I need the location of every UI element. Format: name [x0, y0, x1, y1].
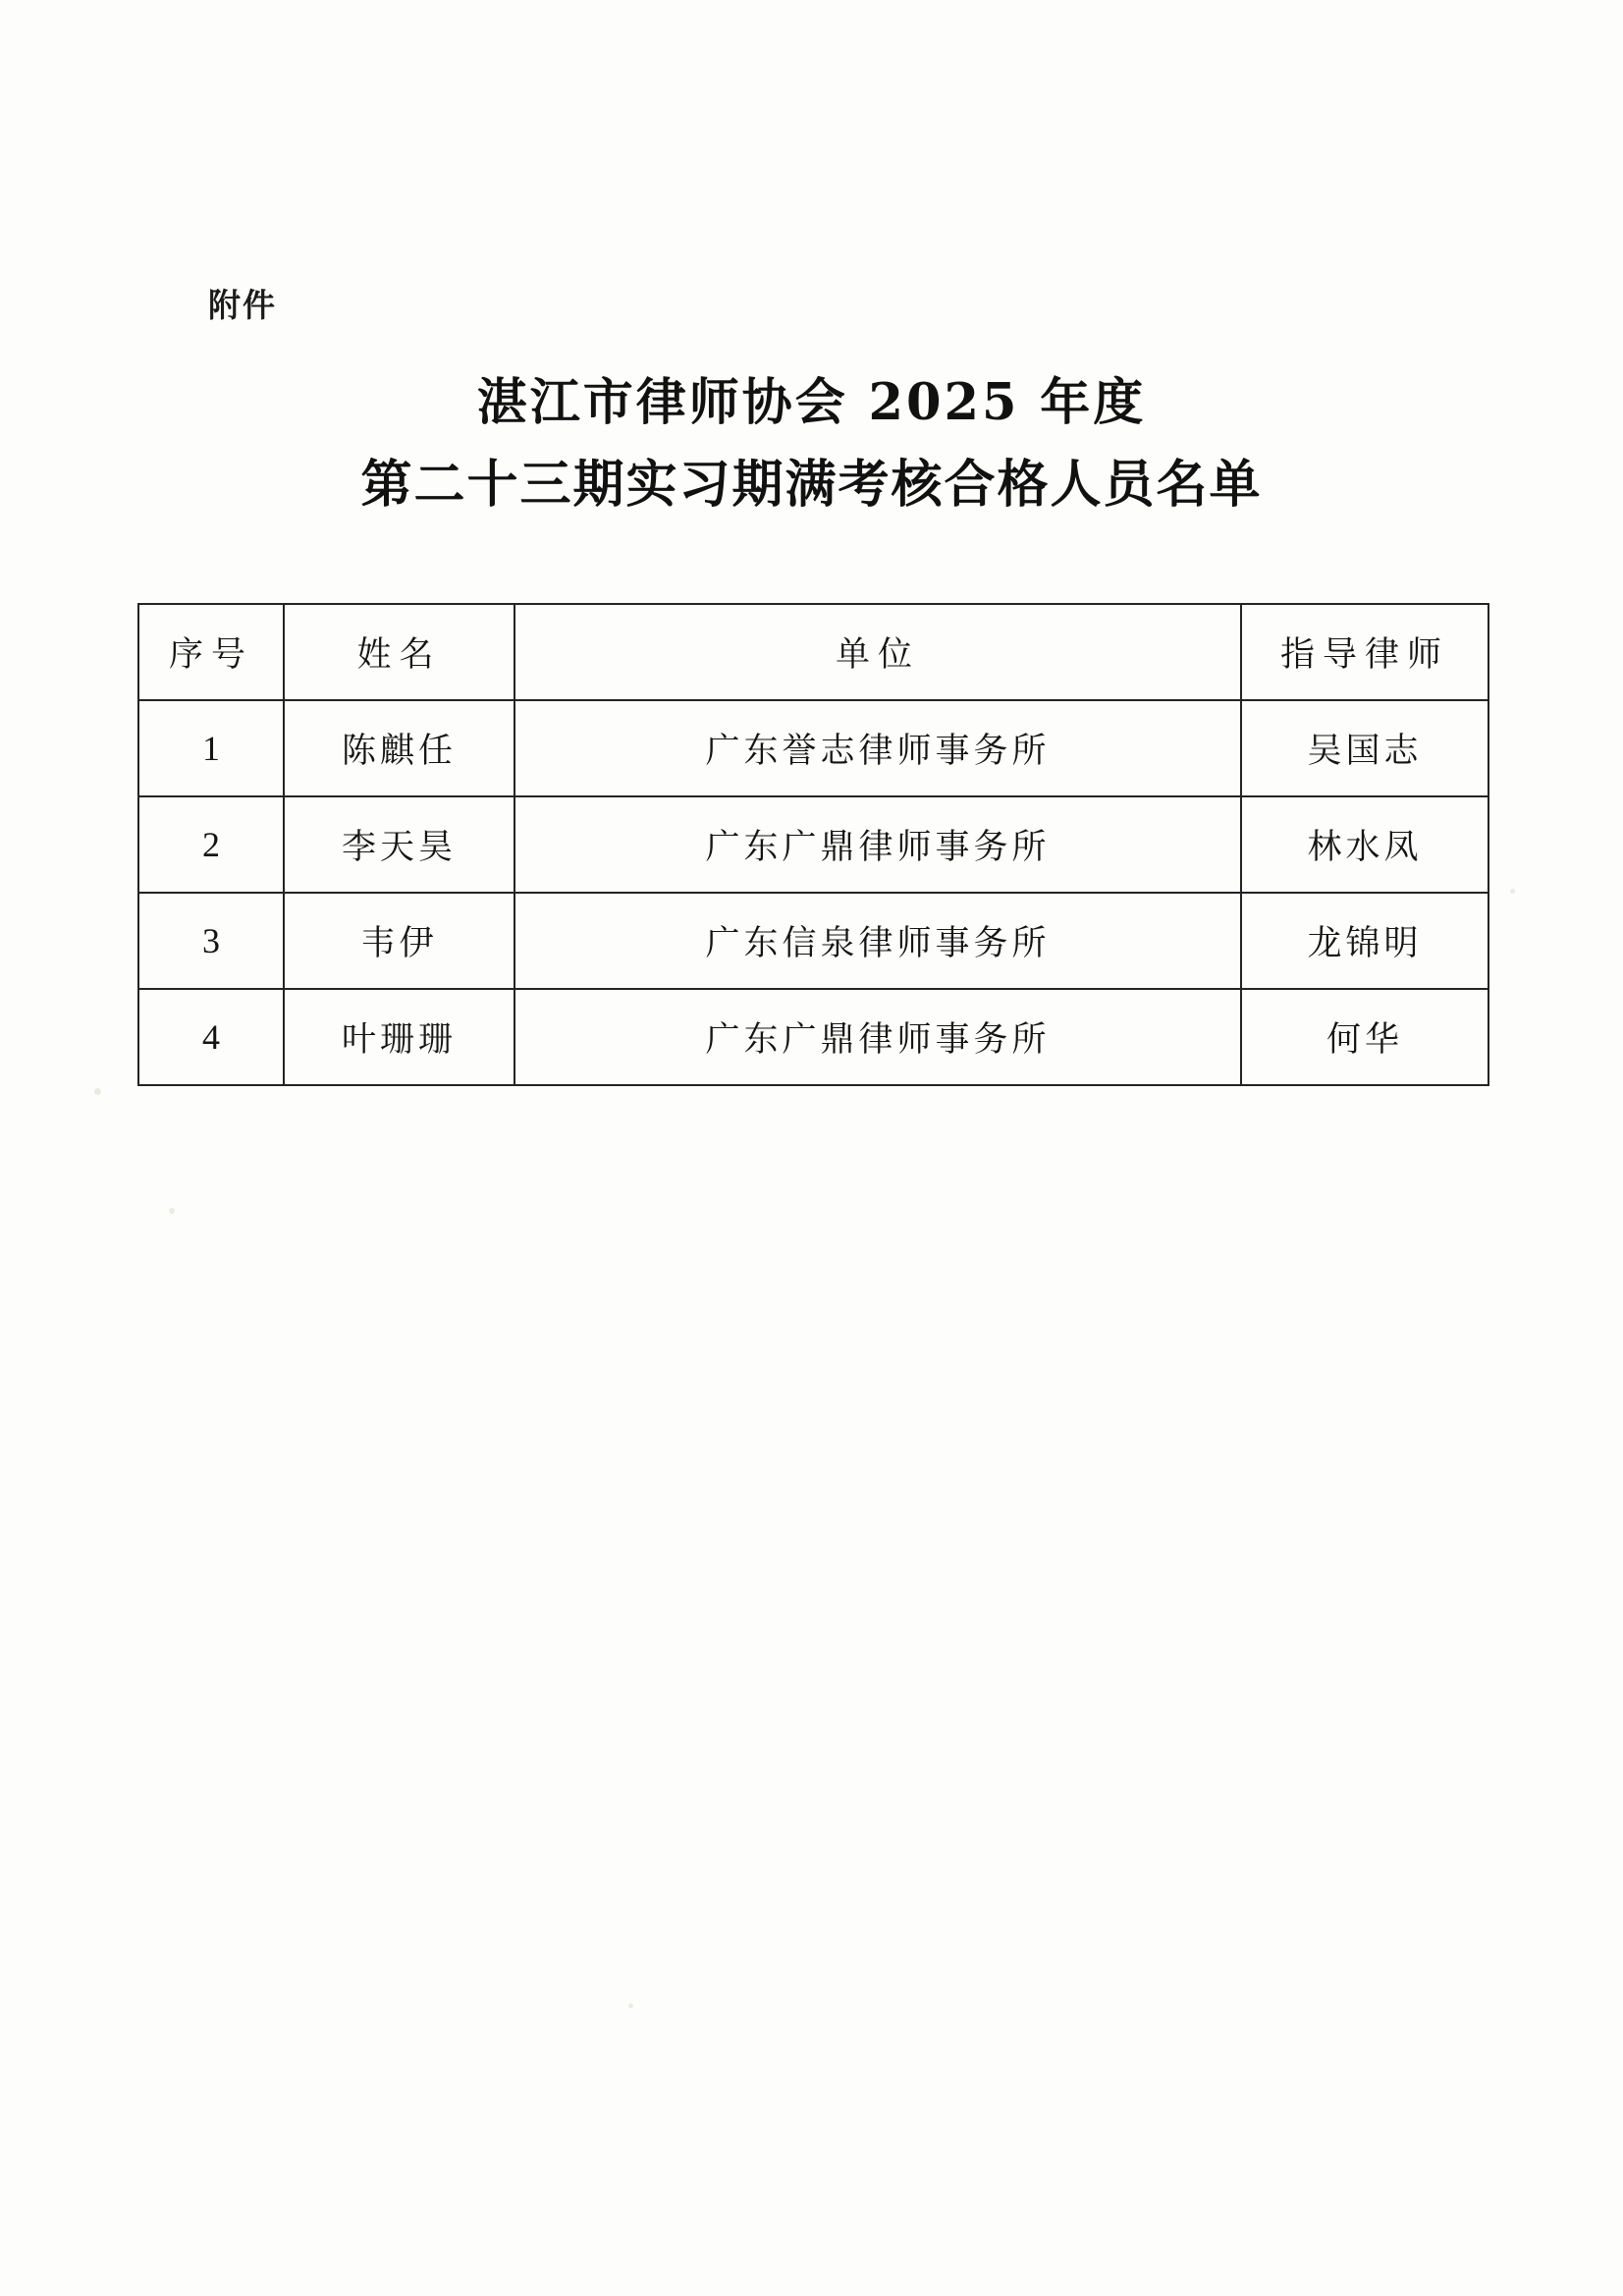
page-title — [0, 361, 1623, 526]
cell-name: 叶珊珊 — [284, 989, 514, 1085]
cell-index: 3 — [138, 893, 284, 989]
cell-supervisor: 吴国志 — [1241, 700, 1488, 796]
cell-org: 广东广鼎律师事务所 — [514, 796, 1241, 893]
cell-index: 4 — [138, 989, 284, 1085]
table-row — [138, 796, 1488, 893]
table-row — [138, 989, 1488, 1085]
cell-supervisor: 林水凤 — [1241, 796, 1488, 893]
page-title-line-2: 第二十三期实习期满考核合格人员名单 — [360, 455, 1263, 515]
attachment-label: 附件 — [208, 286, 277, 324]
cell-supervisor: 龙锦明 — [1241, 893, 1488, 989]
table-header-row — [138, 604, 1488, 700]
paper-speck — [1510, 889, 1515, 894]
roster-table — [137, 603, 1489, 1086]
paper-speck — [94, 1088, 101, 1095]
table-row — [138, 893, 1488, 989]
cell-name: 陈麒任 — [284, 700, 514, 796]
table-row — [138, 700, 1488, 796]
cell-org: 广东信泉律师事务所 — [514, 893, 1241, 989]
column-header-supervisor: 指导律师 — [1241, 604, 1488, 700]
cell-name: 李天昊 — [284, 796, 514, 893]
column-header-name: 姓名 — [284, 604, 514, 700]
cell-index: 2 — [138, 796, 284, 893]
column-header-index: 序号 — [138, 604, 284, 700]
paper-speck — [628, 2003, 633, 2008]
cell-org: 广东誉志律师事务所 — [514, 700, 1241, 796]
page-title-line-1: 湛江市律师协会 2025 年度 — [476, 373, 1147, 432]
cell-supervisor: 何华 — [1241, 989, 1488, 1085]
paper-speck — [169, 1208, 175, 1214]
cell-org: 广东广鼎律师事务所 — [514, 989, 1241, 1085]
cell-name: 韦伊 — [284, 893, 514, 989]
cell-index: 1 — [138, 700, 284, 796]
column-header-org: 单位 — [514, 604, 1241, 700]
